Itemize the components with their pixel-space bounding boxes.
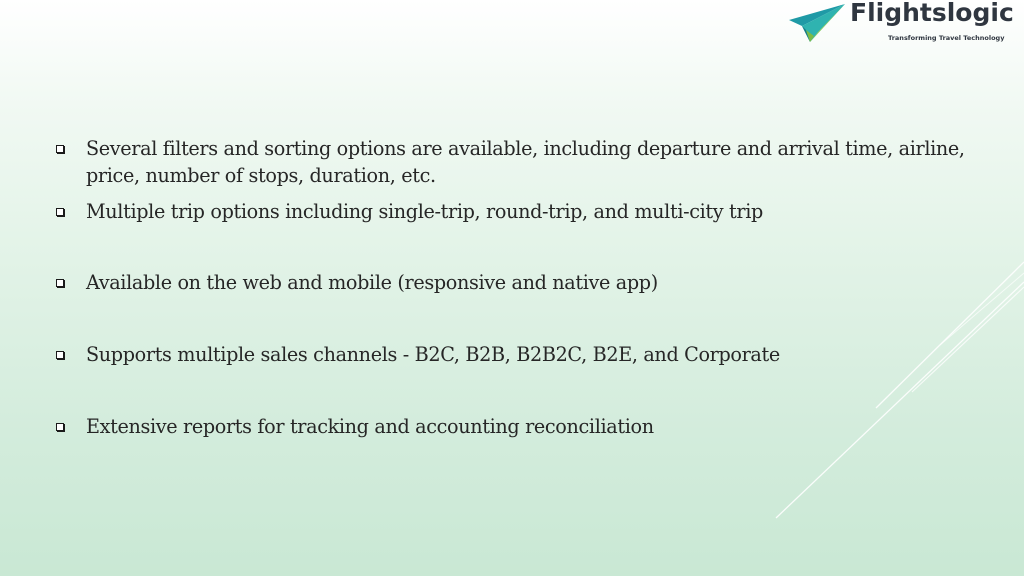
bullet-text: Available on the web and mobile (responsive and native app) (86, 271, 658, 294)
paper-plane-icon (788, 2, 846, 46)
square-bullet-icon (56, 423, 64, 431)
company-logo (788, 0, 1018, 50)
logo-tagline: Transforming Travel Technology (888, 34, 1005, 42)
logo-name: Flightslogic (850, 0, 1014, 27)
square-bullet-icon (56, 145, 64, 153)
bullet-text: Several filters and sorting options are available, including departure and arrival time, airline, price, number of stops, duration, etc. (86, 137, 965, 187)
bullet-text: Multiple trip options including single-trip, round-trip, and multi-city trip (86, 200, 763, 223)
bullet-text: Extensive reports for tracking and accounting reconciliation (86, 415, 654, 438)
square-bullet-icon (56, 351, 64, 359)
square-bullet-icon (56, 208, 64, 216)
bullet-text: Supports multiple sales channels - B2C, B2B, B2B2C, B2E, and Corporate (86, 343, 780, 366)
square-bullet-icon (56, 279, 64, 287)
